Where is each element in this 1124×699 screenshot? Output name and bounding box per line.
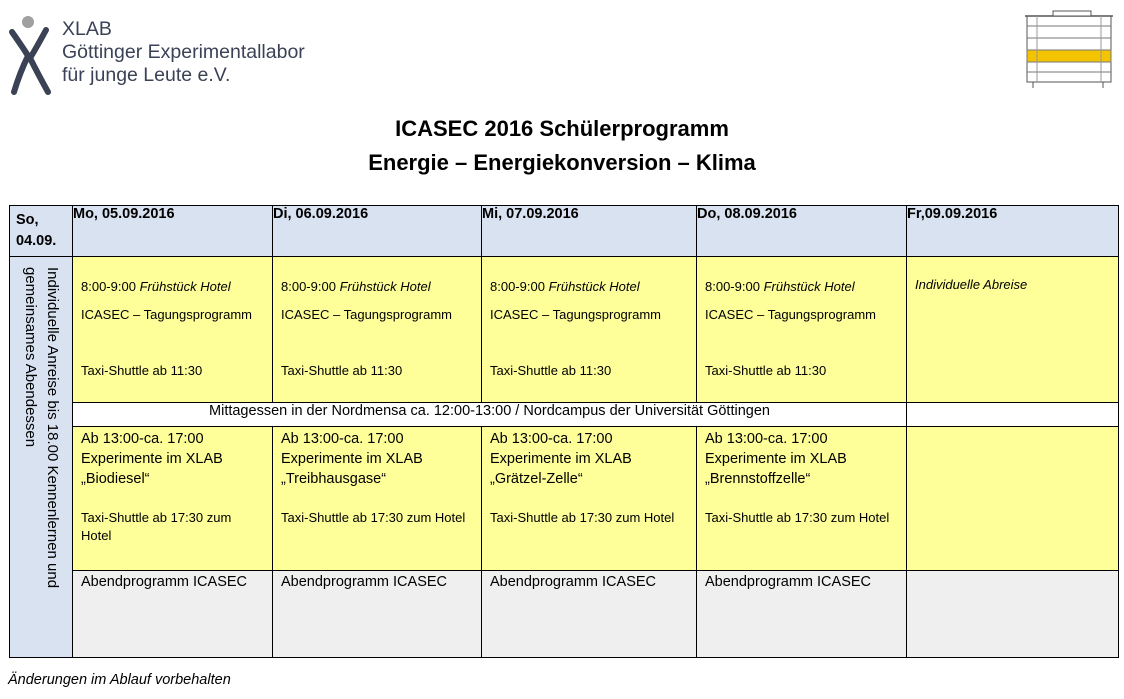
breakfast-label: Frühstück Hotel xyxy=(548,279,640,294)
morning-row xyxy=(10,257,1119,403)
morning-tuesday xyxy=(273,257,482,403)
experiment-time: Ab 13:00-ca. 17:00 xyxy=(81,431,204,447)
lunch-note: Mittagessen in der Nordmensa ca. 12:00-13:00 / Nordcampus der Universität Göttingen xyxy=(73,403,907,427)
breakfast-line xyxy=(490,279,688,307)
experiment-label: Experimente im XLAB xyxy=(705,451,847,467)
shuttle-line: Taxi-Shuttle ab 11:30 xyxy=(705,363,827,378)
evening-shuttle: Taxi-Shuttle ab 17:30 zum Hotel xyxy=(490,510,675,525)
header-sunday-line1: So, xyxy=(16,212,39,228)
sunday-cell xyxy=(10,257,73,658)
breakfast-label: Frühstück Hotel xyxy=(763,279,855,294)
page-title: ICASEC 2016 Schülerprogramm xyxy=(395,116,729,141)
program-line: ICASEC – Tagungsprogramm xyxy=(281,307,453,322)
breakfast-line xyxy=(705,279,898,307)
afternoon-thursday xyxy=(697,427,907,571)
breakfast-time: 8:00-9:00 xyxy=(81,279,136,294)
shuttle-line: Taxi-Shuttle ab 11:30 xyxy=(281,363,403,378)
page-subtitle: Energie – Energiekonversion – Klima xyxy=(368,150,756,175)
program-line: ICASEC – Tagungsprogramm xyxy=(81,307,253,322)
breakfast-label: Frühstück Hotel xyxy=(139,279,231,294)
morning-friday: Individuelle Abreise xyxy=(907,257,1119,403)
breakfast-time: 8:00-9:00 xyxy=(490,279,545,294)
program-line: ICASEC – Tagungsprogramm xyxy=(705,307,877,322)
header-wednesday: Mi, 07.09.2016 xyxy=(482,206,697,257)
experiment-time: Ab 13:00-ca. 17:00 xyxy=(490,431,613,447)
schedule-table xyxy=(9,205,1119,658)
breakfast-line xyxy=(281,279,473,307)
header-friday: Fr,09.09.2016 xyxy=(907,206,1119,257)
header-thursday: Do, 08.09.2016 xyxy=(697,206,907,257)
experiment-topic: „Brennstoffzelle“ xyxy=(705,471,811,487)
logo-line-1: XLAB xyxy=(62,18,112,40)
lunch-row xyxy=(10,403,1119,427)
experiment-time: Ab 13:00-ca. 17:00 xyxy=(281,431,404,447)
header-sunday xyxy=(10,206,73,257)
header-sunday-line2: 04.09. xyxy=(16,233,57,249)
evening-thursday: Abendprogramm ICASEC xyxy=(697,571,907,658)
building-icon xyxy=(1023,10,1115,90)
program-line: ICASEC – Tagungsprogramm xyxy=(490,307,662,322)
morning-thursday xyxy=(697,257,907,403)
afternoon-tuesday xyxy=(273,427,482,571)
experiment-topic: „Treibhausgase“ xyxy=(281,471,387,487)
evening-wednesday: Abendprogramm ICASEC xyxy=(482,571,697,658)
experiment-time: Ab 13:00-ca. 17:00 xyxy=(705,431,828,447)
evening-shuttle: Taxi-Shuttle ab 17:30 zum Hotel xyxy=(81,510,232,543)
evening-shuttle: Taxi-Shuttle ab 17:30 zum Hotel xyxy=(281,510,466,525)
experiment-topic: „Grätzel-Zelle“ xyxy=(490,471,583,487)
morning-wednesday xyxy=(482,257,697,403)
footnote: Änderungen im Ablauf vorbehalten xyxy=(8,672,231,688)
breakfast-time: 8:00-9:00 xyxy=(705,279,760,294)
breakfast-label: Frühstück Hotel xyxy=(339,279,431,294)
logo-line-3: für junge Leute e.V. xyxy=(62,64,231,86)
evening-tuesday: Abendprogramm ICASEC xyxy=(273,571,482,658)
sunday-note: Individuelle Anreise bis 18.00 Kennenlernen und gemeinsames Abendessen xyxy=(22,267,61,589)
header-row xyxy=(10,206,1119,257)
logo-line-2: Göttinger Experimentallabor xyxy=(62,41,305,63)
evening-row xyxy=(10,571,1119,658)
xlab-logo xyxy=(8,12,348,96)
afternoon-row xyxy=(10,427,1119,571)
afternoon-wednesday xyxy=(482,427,697,571)
evening-monday: Abendprogramm ICASEC xyxy=(73,571,273,658)
evening-shuttle: Taxi-Shuttle ab 17:30 zum Hotel xyxy=(705,510,890,525)
breakfast-line xyxy=(81,279,264,307)
afternoon-friday xyxy=(907,427,1119,571)
experiment-topic: „Biodiesel“ xyxy=(81,471,150,487)
afternoon-monday xyxy=(73,427,273,571)
shuttle-line: Taxi-Shuttle ab 11:30 xyxy=(490,363,612,378)
lunch-friday xyxy=(907,403,1119,427)
title-block xyxy=(0,112,1124,180)
shuttle-line: Taxi-Shuttle ab 11:30 xyxy=(81,363,203,378)
header-monday: Mo, 05.09.2016 xyxy=(73,206,273,257)
morning-monday xyxy=(73,257,273,403)
breakfast-time: 8:00-9:00 xyxy=(281,279,336,294)
evening-friday xyxy=(907,571,1119,658)
experiment-label: Experimente im XLAB xyxy=(281,451,423,467)
experiment-label: Experimente im XLAB xyxy=(490,451,632,467)
xlab-figure-icon xyxy=(8,12,56,96)
logo-text xyxy=(62,18,305,87)
experiment-label: Experimente im XLAB xyxy=(81,451,223,467)
header-tuesday: Di, 06.09.2016 xyxy=(273,206,482,257)
